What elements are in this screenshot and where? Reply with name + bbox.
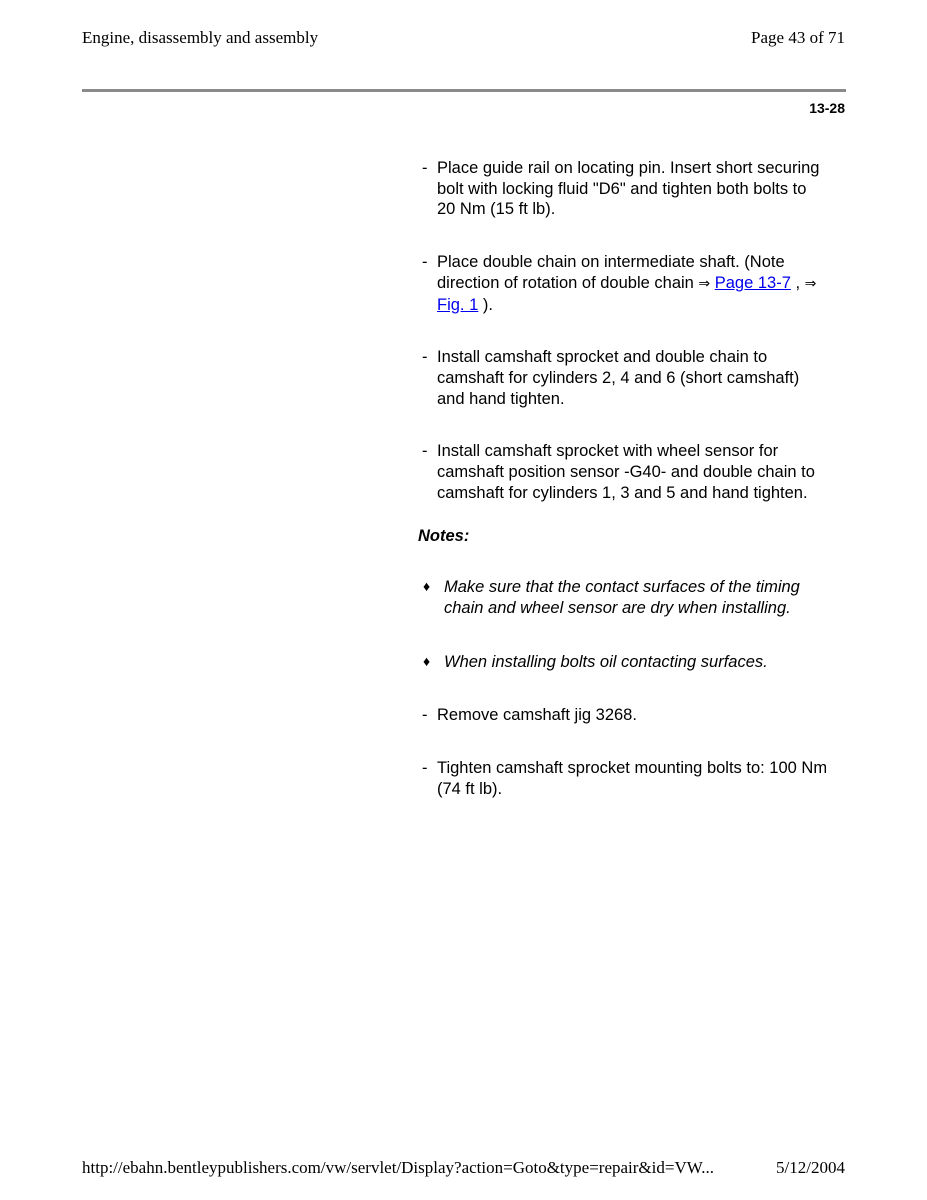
step-dash: -	[422, 442, 428, 461]
step-dash: -	[422, 159, 428, 177]
step-text: Tighten camshaft sprocket mounting bolts to: 100 Nm (74 ft lb).	[437, 758, 828, 798]
section-page-number: 13-28	[809, 100, 845, 116]
diamond-bullet-icon: ♦	[423, 652, 431, 669]
arrow-icon: ⇒	[698, 275, 711, 292]
arrow-icon: ⇒	[804, 275, 817, 292]
diamond-bullet-icon: ♦	[423, 578, 431, 595]
step-tighten-bolts	[418, 758, 828, 799]
link-separator: ,	[790, 273, 805, 292]
step-install-sprocket-short	[418, 347, 828, 409]
footer-date: 5/12/2004	[776, 1158, 845, 1177]
footer-url: http://ebahn.bentleypublishers.com/vw/servlet/Display?action=Goto&type=repair&id=VW...	[82, 1158, 714, 1177]
page-indicator: Page 43 of 71	[751, 28, 845, 47]
link-page-13-7[interactable]: Page 13-7	[714, 273, 791, 292]
link-fig-1[interactable]: Fig. 1	[437, 295, 479, 314]
step-guide-rail	[418, 158, 828, 220]
document-title: Engine, disassembly and assembly	[82, 28, 319, 47]
step-dash: -	[422, 253, 428, 272]
step-text: Install camshaft sprocket and double chain to camshaft for cylinders 2, 4 and 6 (short camshaft) and hand tighten.	[437, 348, 800, 408]
notes-heading: Notes:	[418, 527, 470, 546]
note-text: Make sure that the contact surfaces of the timing chain and wheel sensor are dry when installing.	[444, 578, 800, 617]
step-install-sprocket-sensor	[418, 441, 828, 503]
step-double-chain	[418, 252, 828, 315]
step-dash: -	[422, 706, 428, 725]
step-text: Install camshaft sprocket with wheel sensor for camshaft position sensor -G40- and double chain to camshaft for cylinders 1, 3 and 5 and hand tighten.	[437, 442, 815, 502]
note-item	[418, 652, 828, 673]
note-text: When installing bolts oil contacting surfaces.	[444, 652, 768, 671]
step-text: Place guide rail on locating pin. Insert short securing bolt with locking fluid "D6" and tighten both bolts to 20 Nm (15 ft lb).	[437, 159, 820, 219]
step-dash: -	[422, 758, 428, 777]
header-divider	[82, 89, 846, 92]
step-text-end: ).	[478, 295, 493, 314]
step-text: Remove camshaft jig 3268.	[437, 706, 637, 725]
step-remove-jig	[418, 705, 828, 726]
step-text: Place double chain on intermediate shaft. (Note direction of rotation of double chain	[437, 253, 785, 292]
step-dash: -	[422, 348, 428, 367]
procedure-content	[418, 158, 828, 831]
note-item	[418, 577, 828, 618]
